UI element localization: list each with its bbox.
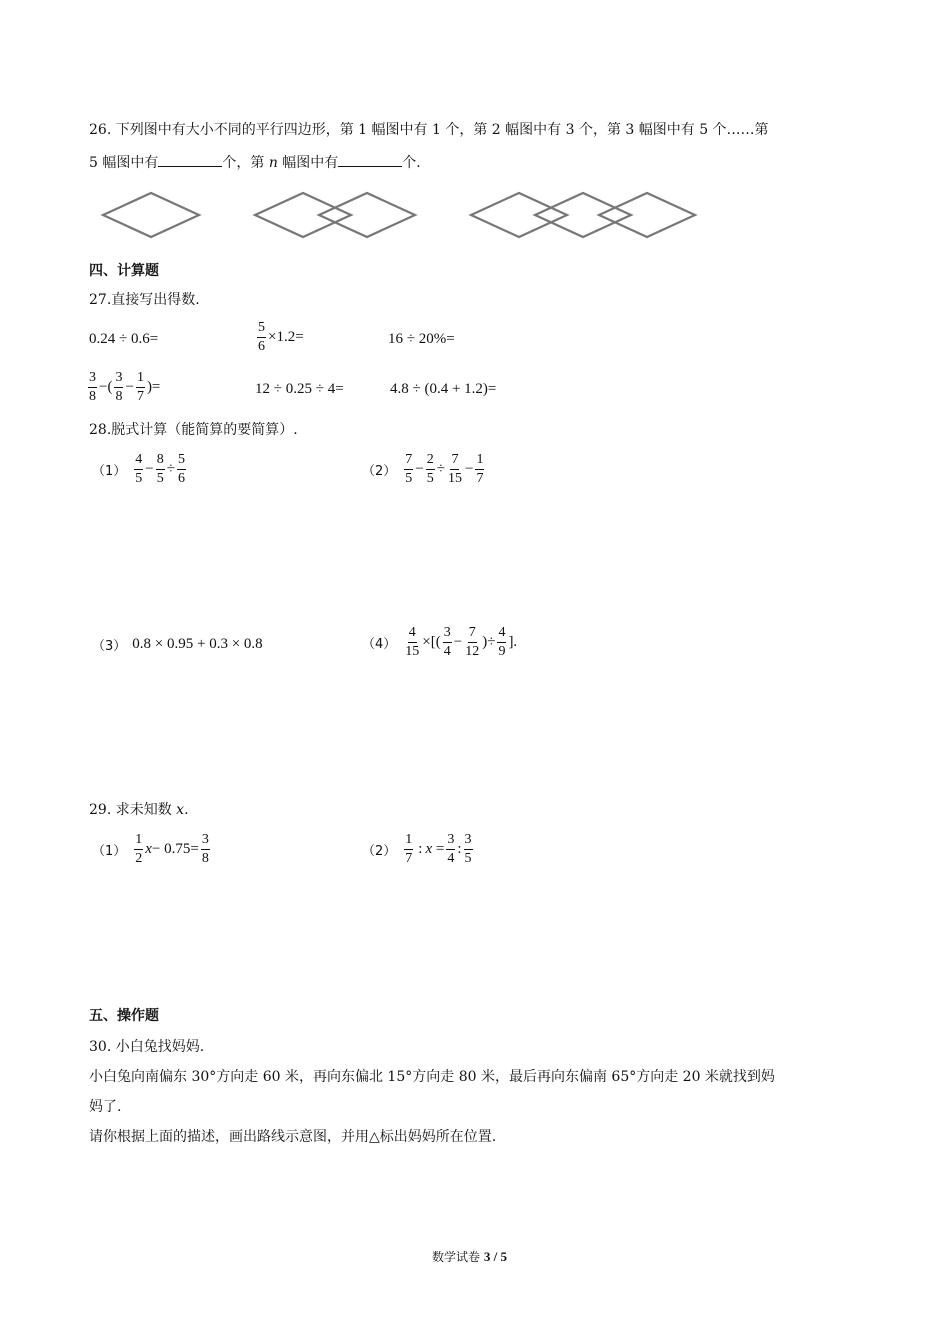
q28-p4-d-den: 9 [498, 644, 506, 659]
q28-p4-frac-d [497, 625, 506, 660]
q29-p1-x: x [145, 841, 152, 857]
q28-p3-text: 0.8 × 0.95 + 0.3 × 0.8 [132, 635, 263, 652]
q29-p2-a-den: 7 [405, 851, 413, 866]
q27-expr2 [255, 320, 304, 355]
q27-expr3 [388, 329, 455, 349]
q27-e4-frac-b [114, 370, 123, 405]
q26-line2 [89, 152, 421, 173]
q27-e4-frac-c [136, 370, 145, 405]
q29-p2-c-den: 5 [464, 851, 472, 866]
q28-p2-label: （2） [362, 464, 397, 479]
q28-p2-d-num: 1 [475, 452, 484, 470]
figure2-rhombus-right [319, 193, 415, 237]
q30-line3: 请你根据上面的描述，画出路线示意图，并用△标出妈妈所在位置. [89, 1129, 497, 1145]
q28-p1-op2: ÷ [166, 461, 175, 477]
q28-p1-frac-a [134, 452, 143, 487]
q30-line2: 妈了. [89, 1099, 122, 1115]
q28-p2-frac-a [404, 452, 413, 487]
q26-line2-b: 个，第 [222, 155, 265, 171]
q27-e4-a-num: 3 [88, 370, 97, 388]
page-footer [432, 1248, 507, 1265]
q28-p4-d-num: 4 [497, 625, 506, 643]
q27-e4-a-den: 8 [89, 389, 96, 404]
q28-p2-a-den: 5 [405, 471, 413, 486]
q29-p2-frac-b [446, 832, 455, 867]
q28-p2-frac-d [475, 452, 484, 487]
q26-line1: 26. 下列图中有大小不同的平行四边形，第 1 幅图中有 1 个，第 2 幅图中有 3 个，第 3 幅图中有 5 个……第 [89, 122, 769, 138]
q28-p4-frac-c [464, 625, 480, 660]
q28-p4-b-den: 4 [443, 644, 451, 659]
figure1-rhombus [103, 193, 199, 237]
q29-p1-a-den: 2 [135, 851, 143, 866]
q29-p2-x: x [425, 841, 433, 857]
q28-p4-a-num: 4 [408, 625, 417, 643]
q28-p1-label: （1） [92, 464, 127, 479]
q28-p2-b-den: 5 [426, 471, 434, 486]
q27-e4-c-den: 7 [136, 389, 144, 404]
q29-p1-b-num: 3 [201, 832, 210, 850]
footer-page-number: 3 / 5 [483, 1249, 507, 1264]
q27-e4-op2: − [125, 379, 134, 395]
q26-blank-2[interactable] [338, 152, 402, 167]
q28-p4-op1: ×[( [422, 634, 441, 650]
q28-p1-a-num: 4 [134, 452, 143, 470]
q29-p1-frac-a [134, 832, 143, 867]
q29-p2-b-den: 4 [447, 851, 455, 866]
q27-expr1 [89, 329, 158, 349]
q29-p2-frac-a [404, 832, 413, 867]
q28-part1 [92, 452, 188, 487]
q27-e5-text: 12 ÷ 0.25 ÷ 4= [255, 380, 344, 397]
q29-p1-frac-b [201, 832, 210, 867]
q29-part2 [362, 832, 475, 867]
q27-expr4 [86, 370, 160, 405]
q29-p2-colon2: : [457, 841, 462, 857]
q29-part1 [92, 832, 212, 867]
section4-title: 四、计算题 [89, 263, 159, 279]
q29-p2-b-num: 3 [446, 832, 455, 850]
q28-p4-op3: )÷ [482, 634, 496, 650]
q28-part4 [362, 625, 517, 660]
q28-p1-op1: − [145, 461, 154, 477]
q28-part2 [362, 452, 486, 487]
q28-p4-frac-b [443, 625, 452, 660]
q27-title: 27.直接写出得数. [89, 292, 200, 308]
q29-p2-label: （2） [362, 844, 397, 859]
q28-p4-c-num: 7 [468, 625, 477, 643]
q27-e3-text: 16 ÷ 20%= [388, 330, 455, 347]
q27-e2-rest: ×1.2= [268, 329, 304, 345]
figure3-rhombus-left [471, 193, 567, 237]
q27-e2-frac [257, 320, 266, 355]
q27-e4-c-num: 1 [136, 370, 145, 388]
q29-p1-b-den: 8 [201, 851, 209, 866]
q28-p1-b-num: 8 [156, 452, 165, 470]
q29-p2-c-num: 3 [464, 832, 473, 850]
q27-e1-text: 0.24 ÷ 0.6= [89, 330, 159, 347]
q26-line2-a: 5 幅图中有 [89, 155, 159, 171]
q28-p3-label: （3） [92, 638, 127, 654]
q28-p4-label: （4） [362, 637, 397, 652]
q28-p2-frac-c [447, 452, 463, 487]
q29-title [89, 800, 189, 820]
q28-p1-a-den: 5 [135, 471, 143, 486]
q28-p4-op2: − [453, 634, 463, 650]
q29-p2-frac-c [464, 832, 473, 867]
q28-p4-a-den: 15 [405, 644, 420, 659]
q30-title: 30. 小白兔找妈妈. [89, 1039, 205, 1055]
q27-expr5 [255, 379, 344, 399]
q28-p2-frac-b [426, 452, 435, 487]
q28-part3 [92, 634, 263, 654]
q27-e4-op1: −( [99, 379, 113, 395]
q28-p1-c-den: 6 [177, 471, 185, 486]
q28-p1-c-num: 5 [177, 452, 186, 470]
q29-p1-a-num: 1 [134, 832, 143, 850]
q30-line1: 小白兔向南偏东 30°方向走 60 米，再向东偏北 15°方向走 80 米，最后再向东偏南 65°方向走 20 米就找到妈 [89, 1069, 775, 1085]
q28-p4-b-num: 3 [443, 625, 452, 643]
q26-n-var: n [268, 155, 278, 171]
figure3-rhombus-right [599, 193, 695, 237]
q26-line2-d: 个. [402, 155, 421, 171]
q29-title-x: x [176, 802, 185, 818]
parallelogram-figures [95, 187, 715, 247]
q28-p4-c-den: 12 [465, 644, 480, 659]
q27-e4-b-den: 8 [115, 389, 123, 404]
q26-blank-1[interactable] [158, 152, 222, 167]
q29-p1-label: （1） [92, 844, 127, 859]
q29-title-a: 29. 求未知数 [89, 802, 172, 818]
q28-p2-c-den: 15 [447, 471, 462, 486]
q28-p2-c-num: 7 [450, 452, 459, 470]
figure3-rhombus-middle [535, 193, 631, 237]
q28-p1-b-den: 5 [156, 471, 164, 486]
q28-p1-frac-c [177, 452, 186, 487]
section5-title: 五、操作题 [89, 1008, 159, 1024]
q29-p2-a-num: 1 [404, 832, 413, 850]
q27-e2-den: 6 [258, 339, 265, 354]
q28-p2-b-num: 2 [426, 452, 435, 470]
q28-p2-d-den: 7 [476, 471, 484, 486]
q27-e6-text: 4.8 ÷ (0.4 + 1.2)= [390, 380, 497, 397]
q28-p2-a-num: 7 [404, 452, 413, 470]
q26-line2-c: 幅图中有 [282, 155, 339, 171]
q27-e4-b-num: 3 [114, 370, 123, 388]
footer-label: 数学试卷 [432, 1250, 481, 1264]
q28-p2-op2: ÷ [436, 461, 445, 477]
q27-e2-num: 5 [257, 320, 266, 338]
q28-p2-op3: − [464, 461, 474, 477]
q28-p4-end: ]. [508, 634, 518, 650]
q28-p4-frac-a [404, 625, 420, 660]
q29-title-b: . [184, 802, 189, 818]
q29-p2-eq: = [432, 841, 445, 857]
q27-e4-frac-a [88, 370, 97, 405]
q28-p1-frac-b [156, 452, 165, 487]
q27-expr6 [390, 379, 496, 399]
q29-p2-colon1: : [418, 841, 423, 857]
q29-p1-mid: − 0.75= [151, 841, 199, 857]
q28-title: 28.脱式计算（能简算的要简算）. [89, 422, 298, 438]
q28-p2-op1: − [415, 461, 424, 477]
figure2-rhombus-left [255, 193, 351, 237]
q27-e4-end: )= [146, 379, 161, 395]
